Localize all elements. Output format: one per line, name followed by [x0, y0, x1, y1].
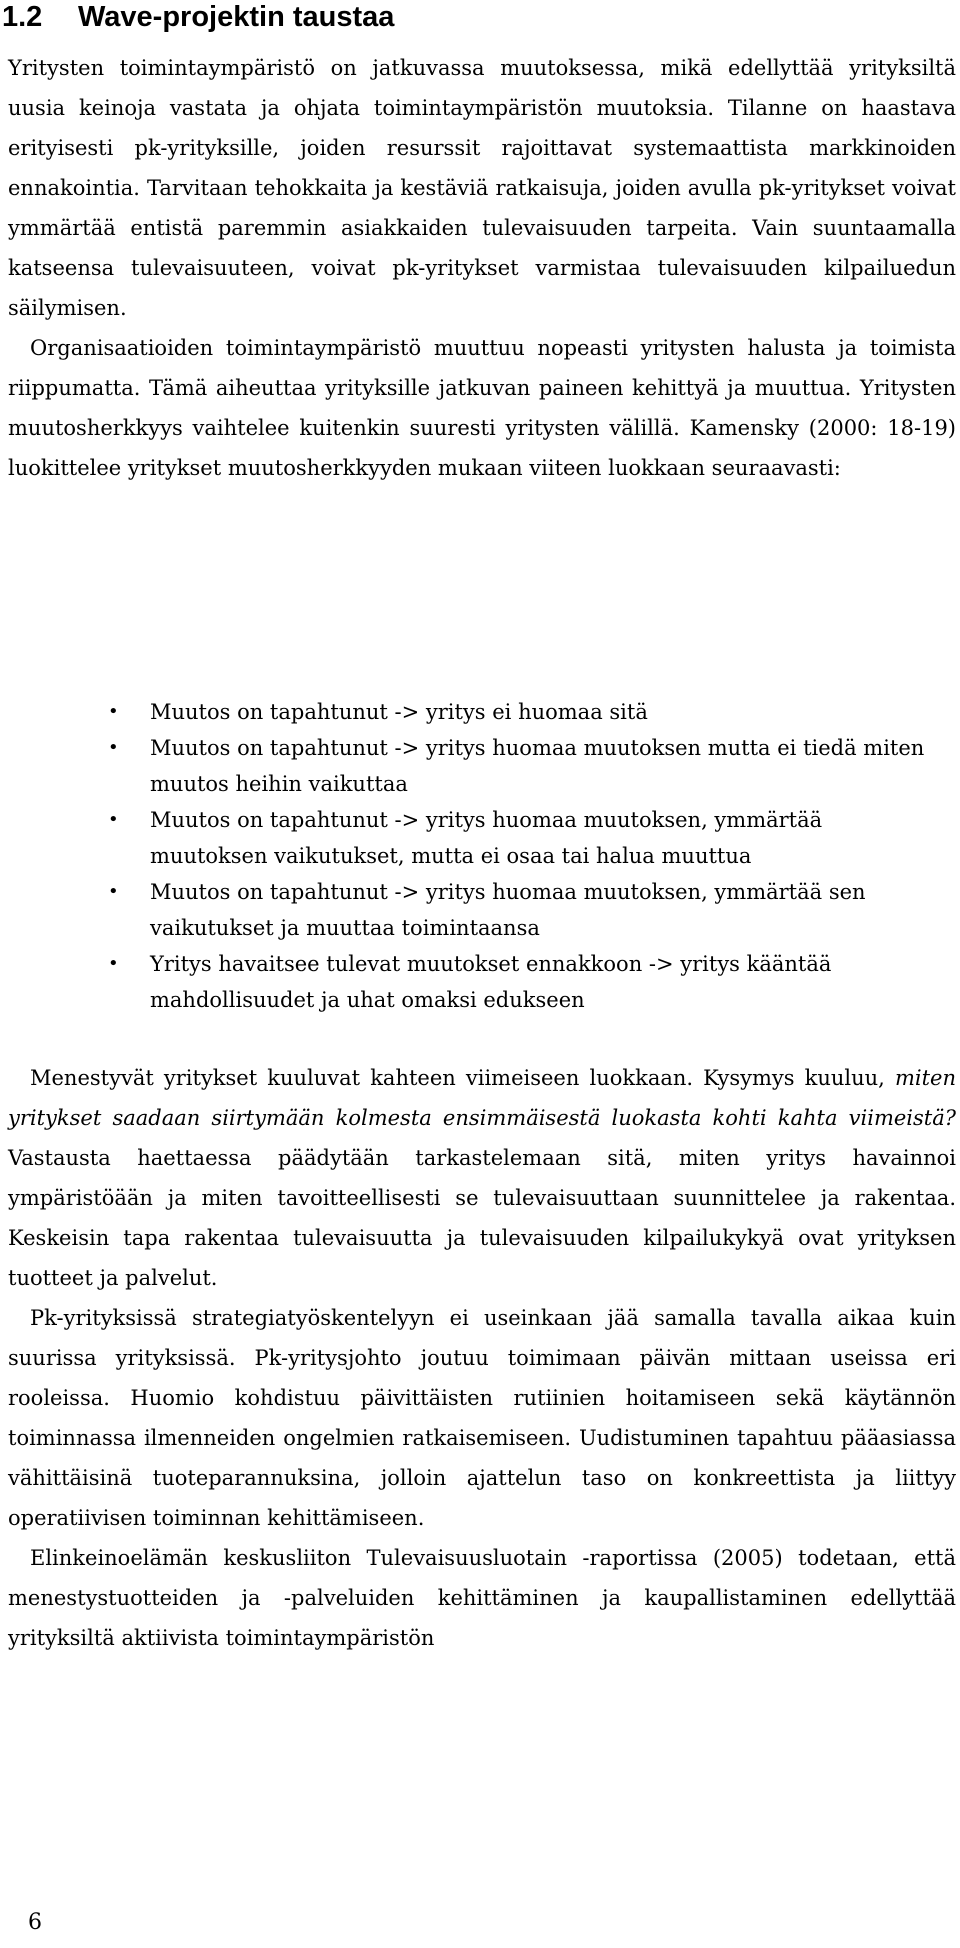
- paragraph-5: Elinkeinoelämän keskusliiton Tulevaisuusluotain -raportissa (2005) todetaan, että menestystuotteiden ja -palveluiden kehittäminen ja kaupallistaminen edellyttää yrityksiltä aktiivista toimintaympäristön: [8, 1546, 956, 1650]
- paragraph-4: Pk-yrityksissä strategiatyöskentelyyn ei useinkaan jää samalla tavalla aikaa kuin suurissa yrityksissä. Pk-yritysjohto joutuu toimimaan päivän mittaan useissa eri rooleissa. Huomio kohdistuu päivittäisten rutiinien hoitamiseen sekä käytännön toiminnassa ilmenneiden ongelmien ratkaisemiseen. Uudistuminen tapahtuu pääasiassa vähittäisinä tuoteparannuksina, jolloin ajattelun taso on konkreettista ja liittyy operatiivisen toiminnan kehittämiseen.: [8, 1306, 956, 1530]
- paragraph-1: Yritysten toimintaympäristö on jatkuvassa muutoksessa, mikä edellyttää yrityksiltä uusia keinoja vastata ja ohjata toimintaympäristön muutoksia. Tilanne on haastava erityisesti pk-yrityksille, joiden resurssit rajoittavat systemaattista markkinoiden ennakointia. Tarvitaan tehokkaita ja kestäviä ratkaisuja, joiden avulla pk-yritykset voivat ymmärtää entistä paremmin asiakkaiden tulevaisuuden tarpeita. Vain suuntaamalla katseensa tulevaisuuteen, voivat pk-yritykset varmistaa tulevaisuuden kilpailuedun säilymisen.: [8, 56, 956, 320]
- bullet-icon: •: [108, 953, 119, 974]
- list-item: • Muutos on tapahtunut -> yritys huomaa muutoksen, ymmärtää sen vaikutukset ja muuttaa toimintaansa: [150, 874, 940, 946]
- research-question: miten yritykset saadaan siirtymään kolmesta ensimmäisestä luokasta kohti kahta viimeistä?: [8, 1066, 956, 1130]
- main-text-block: [8, 1058, 956, 1658]
- bullet-icon: •: [108, 881, 119, 902]
- section-number: 1.2: [2, 1, 43, 33]
- sensitivity-class-list: [108, 694, 940, 1018]
- intro-text-block: [8, 48, 956, 488]
- bullet-icon: •: [108, 809, 119, 830]
- list-item: • Muutos on tapahtunut -> yritys ei huomaa sitä: [150, 694, 940, 730]
- section-heading: [2, 0, 394, 34]
- bullet-icon: •: [108, 701, 119, 722]
- section-title: Wave-projektin taustaa: [78, 1, 395, 33]
- list-item: • Muutos on tapahtunut -> yritys huomaa muutoksen mutta ei tiedä miten muutos heihin vaikuttaa: [150, 730, 940, 802]
- list-item: • Muutos on tapahtunut -> yritys huomaa muutoksen, ymmärtää muutoksen vaikutukset, mutta ei osaa tai halua muuttua: [150, 802, 940, 874]
- paragraph-2: Organisaatioiden toimintaympäristö muuttuu nopeasti yritysten halusta ja toimista riippumatta. Tämä aiheuttaa yrityksille jatkuvan paineen kehittyä ja muuttua. Yritysten muutosherkkyys vaihtelee kuitenkin suuresti yritysten välillä. Kamensky (2000: 18-19) luokittelee yritykset muutosherkkyyden mukaan viiteen luokkaan seuraavasti:: [8, 336, 956, 480]
- bullet-icon: •: [108, 737, 119, 758]
- list-item: • Yritys havaitsee tulevat muutokset ennakkoon -> yritys kääntää mahdollisuudet ja uhat omaksi edukseen: [150, 946, 940, 1018]
- paragraph-3: Menestyvät yritykset kuuluvat kahteen viimeiseen luokkaan. Kysymys kuuluu, miten yritykset saadaan siirtymään kolmesta ensimmäisestä luokasta kohti kahta viimeistä? Vastausta haettaessa päädytään tarkastelemaan sitä, miten yritys havainnoi ympäristöään ja miten tavoitteellisesti se tulevaisuuttaan suunnittelee ja rakentaa. Keskeisin tapa rakentaa tulevaisuutta ja tulevaisuuden kilpailukykyä ovat yrityksen tuotteet ja palvelut.: [8, 1066, 956, 1290]
- page-number: 6: [28, 1910, 42, 1935]
